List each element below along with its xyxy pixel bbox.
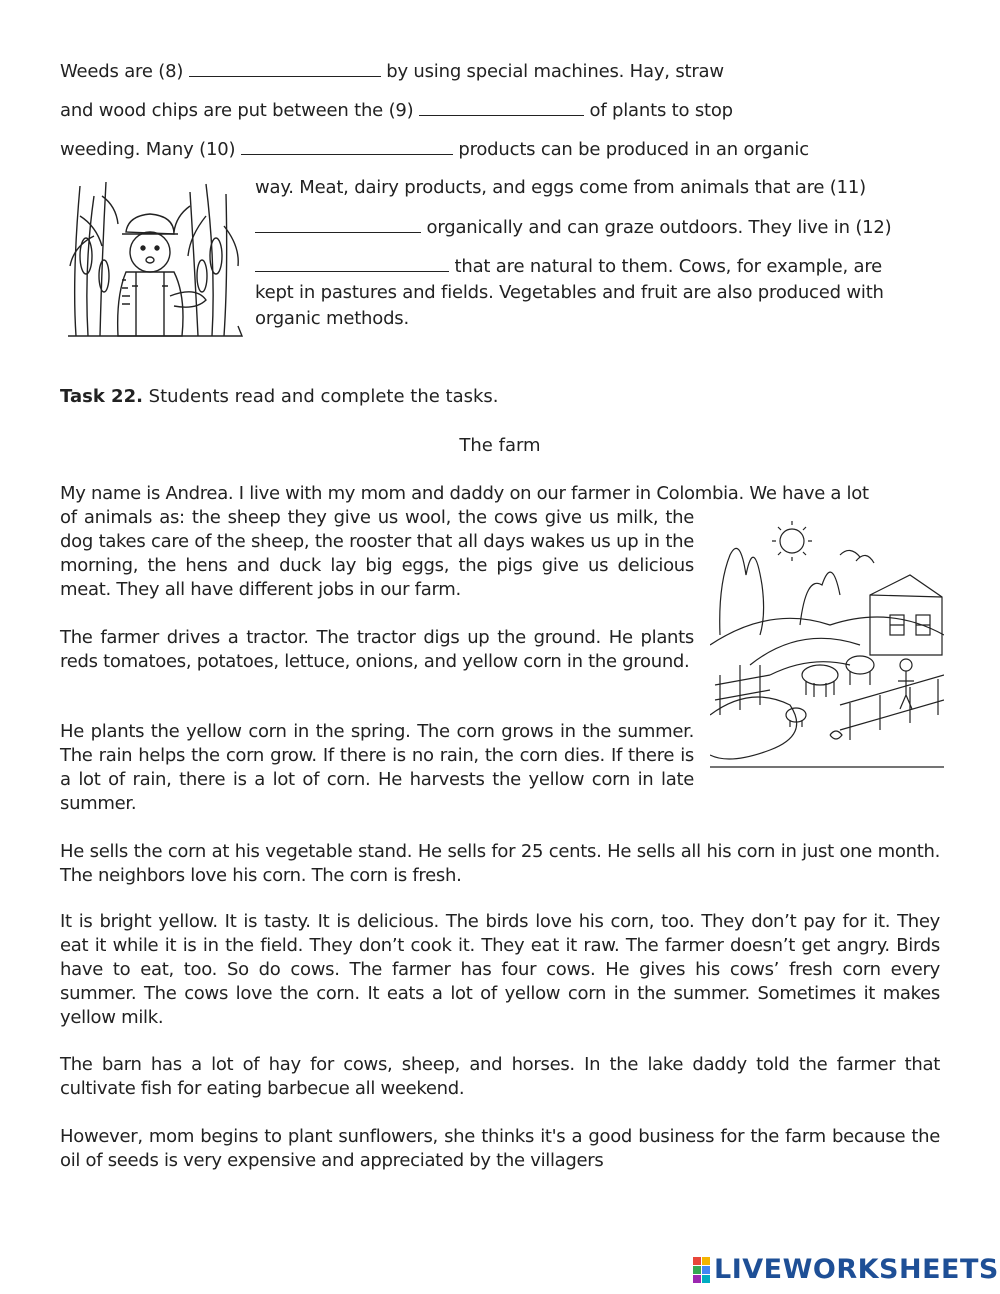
exercise-line-14 [255,308,409,329]
exercise-text: by using special machines. Hay, straw [386,61,724,82]
exercise-line-10 [60,138,809,160]
exercise-line-8 [60,60,724,82]
exercise-line-11-a [255,177,866,198]
task-instruction: Students read and complete the tasks. [142,386,499,407]
story-paragraph-2: The farmer drives a tractor. The tractor digs up the ground. He plants reds tomatoes, potatoes, lettuce, onions, and yellow corn in the ground. [60,627,694,672]
exercise-line-9 [60,99,733,121]
exercise-line-13 [255,282,884,303]
story-paragraph-5: It is bright yellow. It is tasty. It is delicious. The birds love his corn, too. They don’t pay for it. They eat it while it is in the field. They don’t cook it. They eat it raw. The farmer doesn’t get angry. Birds have to eat, too. So do cows. The farmer has four cows. He gives his cows’ fresh corn every summer. The cows love the corn. It eats a lot of yellow corn in the summer. Sometimes it makes yellow milk. [60,911,940,1028]
exercise-text: of plants to stop [589,100,733,121]
exercise-text: products can be produced in an organic [458,139,809,160]
corn-farmer-illustration [66,176,244,344]
story-paragraph-1: of animals as: the sheep they give us wool, the cows give us milk, the dog takes care of the sheep, the rooster that all days wakes us up in the morning, the hens and duck lay big eggs, the pigs give us delicious meat. They all have different jobs in our farm. [60,507,694,600]
exercise-line-11-b [255,216,891,238]
exercise-text: that are natural to them. Cows, for example, are [454,256,883,277]
logo-blocks-icon [693,1257,710,1283]
blank-9[interactable] [419,99,584,116]
story-paragraph-6: The barn has a lot of hay for cows, sheep, and horses. In the lake daddy told the farmer that cultivate fish for eating barbecue all weekend. [60,1054,940,1099]
story-paragraph-7: However, mom begins to plant sunflowers, she thinks it's a good business for the farm because the oil of seeds is very expensive and appreciated by the villagers [60,1126,940,1171]
logo-text: LIVEWORKSHEETS [714,1254,999,1285]
exercise-text: kept in pastures and fields. Vegetables and fruit are also produced with [255,282,884,303]
farm-illustration [710,515,944,770]
exercise-text: and wood chips are put between the (9) [60,100,414,121]
story-paragraph-1-intro: My name is Andrea. I live with my mom and daddy on our farmer in Colombia. We have a lot [60,483,869,504]
exercise-text: organically and can graze outdoors. They live in (12) [426,217,892,238]
blank-11[interactable] [255,216,421,233]
blank-12[interactable] [255,255,449,272]
task-heading [60,386,499,407]
liveworksheets-logo [693,1254,999,1285]
story-paragraph-4: He sells the corn at his vegetable stand. He sells for 25 cents. He sells all his corn in just one month. The neighbors love his corn. The corn is fresh. [60,841,940,886]
exercise-text: weeding. Many (10) [60,139,236,160]
story-paragraph-3: He plants the yellow corn in the spring. The corn grows in the summer. The rain helps the corn grow. If there is no rain, the corn dies. If there is a lot of rain, there is a lot of corn. He harvests the yellow corn in late summer. [60,721,694,814]
exercise-line-12 [255,255,882,277]
blank-10[interactable] [241,138,453,155]
task-label: Task 22. [60,386,143,407]
story-title: The farm [459,435,541,456]
exercise-text: organic methods. [255,308,409,329]
exercise-text: way. Meat, dairy products, and eggs come from animals that are (11) [255,177,866,198]
blank-8[interactable] [189,60,381,77]
exercise-text: Weeds are (8) [60,61,184,82]
